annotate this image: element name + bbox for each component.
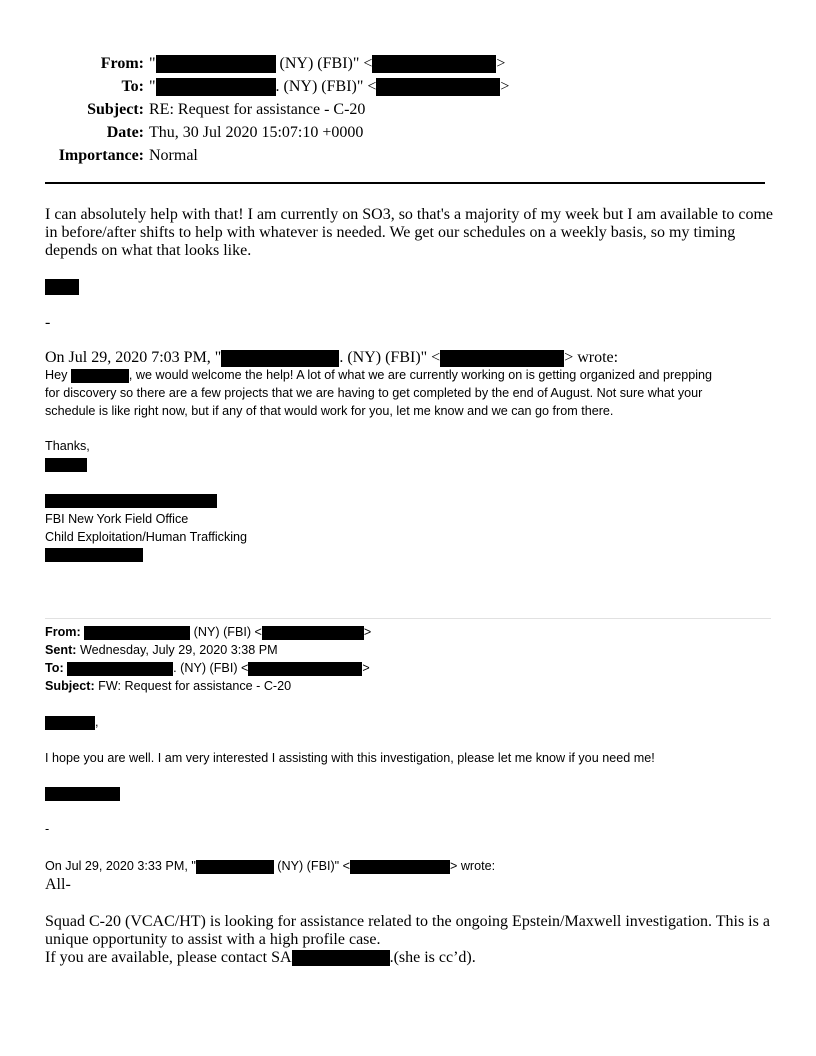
reply-dash: - xyxy=(45,314,51,331)
quote1-line1: Hey , we would welcome the help! A lot of what we are currently working on is getting organized and prepping xyxy=(45,368,713,382)
redaction-block xyxy=(350,860,450,874)
importance-value: Normal xyxy=(149,147,198,164)
redaction-block xyxy=(292,950,390,966)
fwd-from: From: (NY) (FBI) < > xyxy=(45,625,372,639)
from-value: " (NY) (FBI)" < > xyxy=(149,55,506,72)
fwd-body: I hope you are well. I am very interested I assisting with this investigation, please let me know if you need me! xyxy=(45,751,655,765)
subject-label: Subject: xyxy=(87,101,144,118)
redaction-block xyxy=(248,662,362,676)
quote2-intro: On Jul 29, 2020 3:33 PM, " (NY) (FBI)" < > wrote: xyxy=(45,859,496,873)
sig-office: FBI New York Field Office xyxy=(45,512,189,526)
from-label: From: xyxy=(100,55,144,72)
redacted-signature xyxy=(45,787,120,801)
fwd-to: To: . (NY) (FBI) < > xyxy=(45,661,370,675)
fwd-dash: - xyxy=(45,822,50,836)
redaction-block xyxy=(67,662,173,676)
sig-unit: Child Exploitation/Human Trafficking xyxy=(45,530,248,544)
quote2-body1: Squad C-20 (VCAC/HT) is looking for assistance related to the ongoing Epstein/Maxwell investigation. This is a unique opportunity to assist with a high profile case. xyxy=(45,913,770,948)
redaction-block xyxy=(376,78,500,96)
redacted-phone xyxy=(45,548,143,562)
redaction-block xyxy=(440,350,564,367)
quote1-intro: On Jul 29, 2020 7:03 PM, " . (NY) (FBI)" < > wrote: xyxy=(45,349,619,366)
redacted-title xyxy=(45,494,217,508)
fwd-sent: Sent: Wednesday, July 29, 2020 3:38 PM xyxy=(45,643,278,657)
header-divider xyxy=(45,182,765,184)
redacted-name xyxy=(45,458,87,472)
redaction-block xyxy=(372,55,496,73)
fwd-subject: Subject: FW: Request for assistance - C-20 xyxy=(45,679,292,693)
quote2-all: All- xyxy=(45,876,71,893)
importance-label: Importance: xyxy=(58,147,144,164)
quote2-body2: If you are available, please contact SA .(she is cc’d). xyxy=(45,949,476,966)
quote1-line3: schedule is like right now, but if any of that would work for you, let me know and we can go from there. xyxy=(45,404,614,418)
subject-value: RE: Request for assistance - C-20 xyxy=(149,101,366,118)
forward-divider xyxy=(45,618,771,619)
redaction-block xyxy=(262,626,364,640)
redaction-block xyxy=(45,716,95,730)
reply-body: I can absolutely help with that! I am currently on SO3, so that's a majority of my week but I am available to come in before/after shifts to help with whatever is needed. We get our schedules on a weekly basis, so my timing depends on what that looks like. xyxy=(45,206,774,259)
redaction-block xyxy=(221,350,339,367)
redaction-block xyxy=(84,626,190,640)
date-label: Date: xyxy=(106,124,144,141)
redaction-block xyxy=(196,860,274,874)
to-value: " . (NY) (FBI)" < > xyxy=(149,78,510,95)
redaction-block xyxy=(71,369,129,383)
redacted-signature xyxy=(45,279,79,295)
redaction-block xyxy=(156,55,276,73)
fwd-greeting: , xyxy=(45,713,99,731)
date-value: Thu, 30 Jul 2020 15:07:10 +0000 xyxy=(149,124,364,141)
to-label: To: xyxy=(121,78,144,95)
quote1-thanks: Thanks, xyxy=(45,439,90,453)
redaction-block xyxy=(156,78,276,96)
quote1-line2: for discovery so there are a few projects that we are having to get completed by the end of August. Not sure what your xyxy=(45,386,703,400)
